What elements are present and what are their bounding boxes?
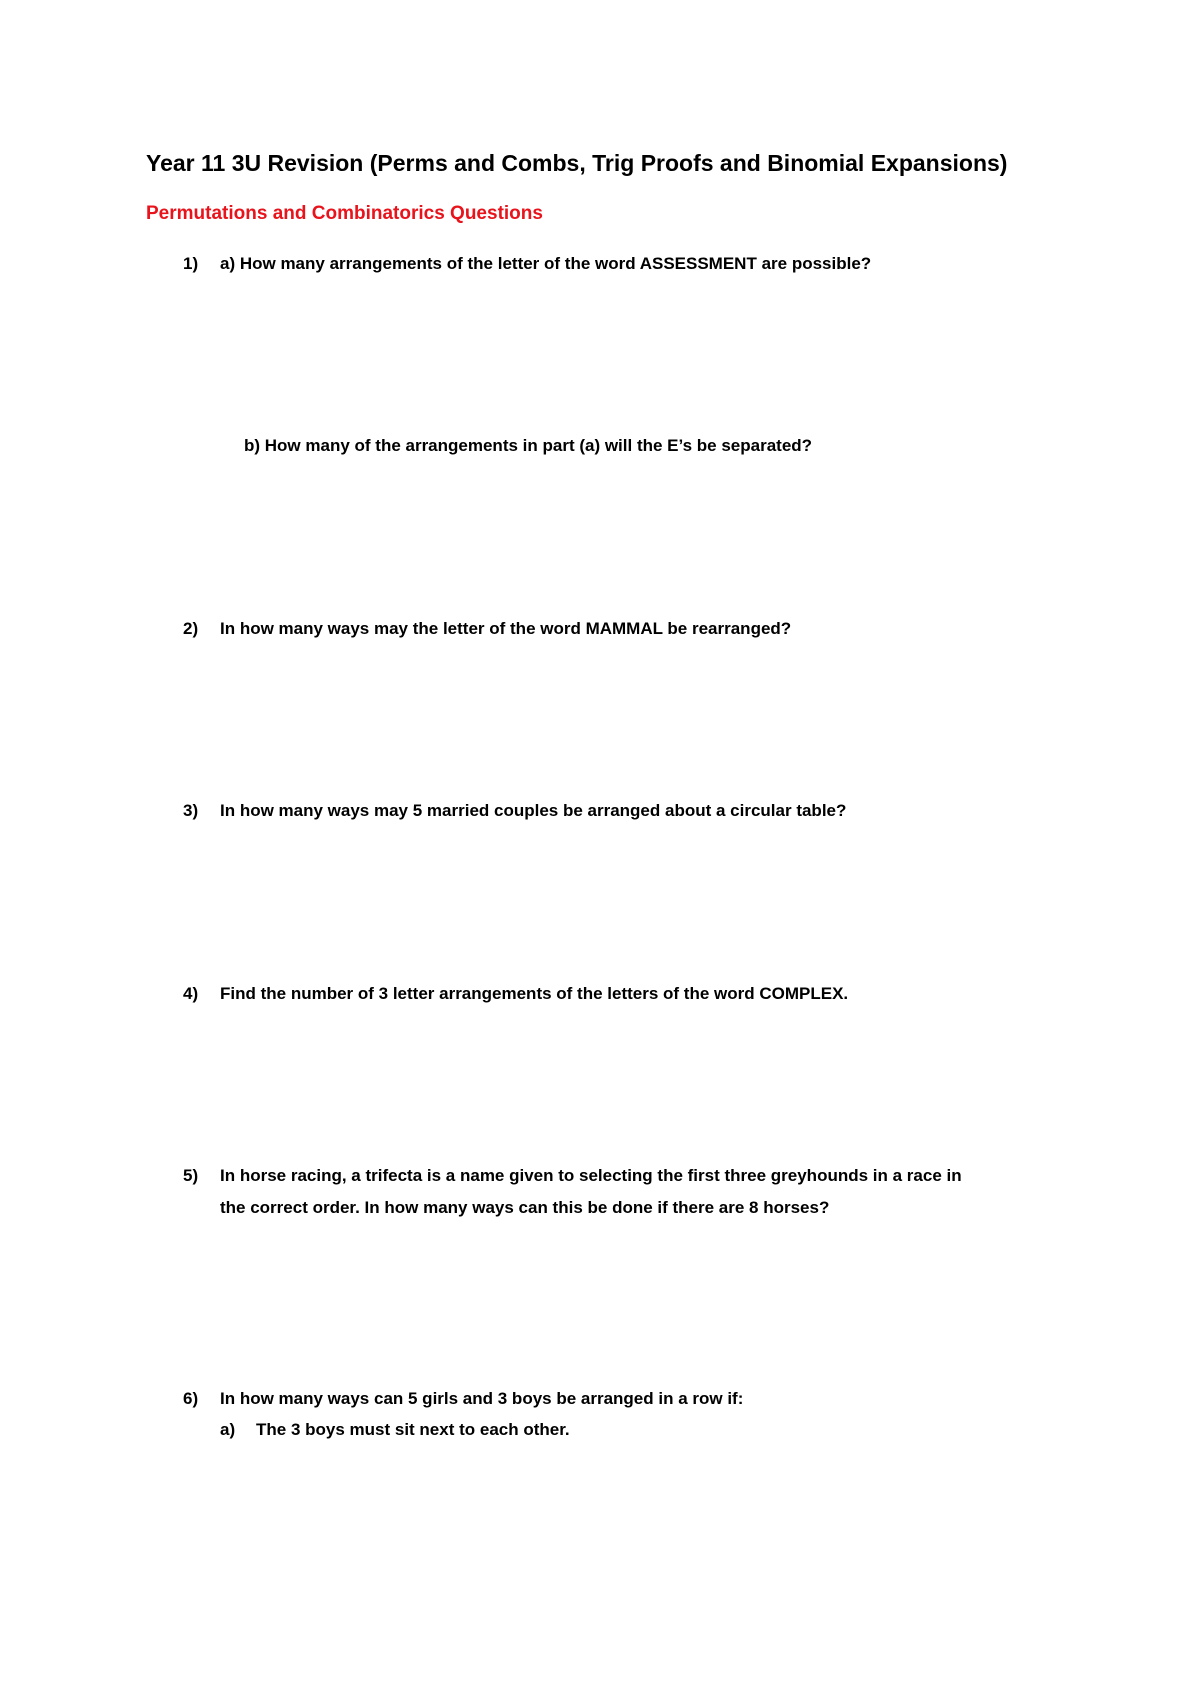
question-number: 5) [183, 1166, 199, 1185]
sub-question-number: a) [220, 1420, 236, 1439]
sub-question-text: The 3 boys must sit next to each other. [256, 1420, 570, 1439]
question-number: 6) [183, 1389, 199, 1408]
question-number: 1) [183, 254, 199, 273]
question-number: 4) [183, 984, 199, 1003]
question-text: b) How many of the arrangements in part (a) will the E’s be separated? [244, 436, 813, 455]
question-text: In horse racing, a trifecta is a name given to selecting the first three greyhounds in a race in [220, 1166, 962, 1185]
question-text: In how many ways may the letter of the word MAMMAL be rearranged? [220, 619, 792, 638]
question-text: a) How many arrangements of the letter of the word ASSESSMENT are possible? [220, 254, 872, 273]
section-heading: Permutations and Combinatorics Questions [146, 203, 543, 224]
question-text-line-2: the correct order. In how many ways can this be done if there are 8 horses? [220, 1198, 830, 1217]
question-text: In how many ways may 5 married couples be arranged about a circular table? [220, 801, 847, 820]
page-title: Year 11 3U Revision (Perms and Combs, Trig Proofs and Binomial Expansions) [146, 150, 1008, 176]
question-number: 3) [183, 801, 199, 820]
question-number: 2) [183, 619, 199, 638]
question-text: In how many ways can 5 girls and 3 boys be arranged in a row if: [220, 1389, 744, 1408]
question-text: Find the number of 3 letter arrangements of the letters of the word COMPLEX. [220, 984, 849, 1003]
